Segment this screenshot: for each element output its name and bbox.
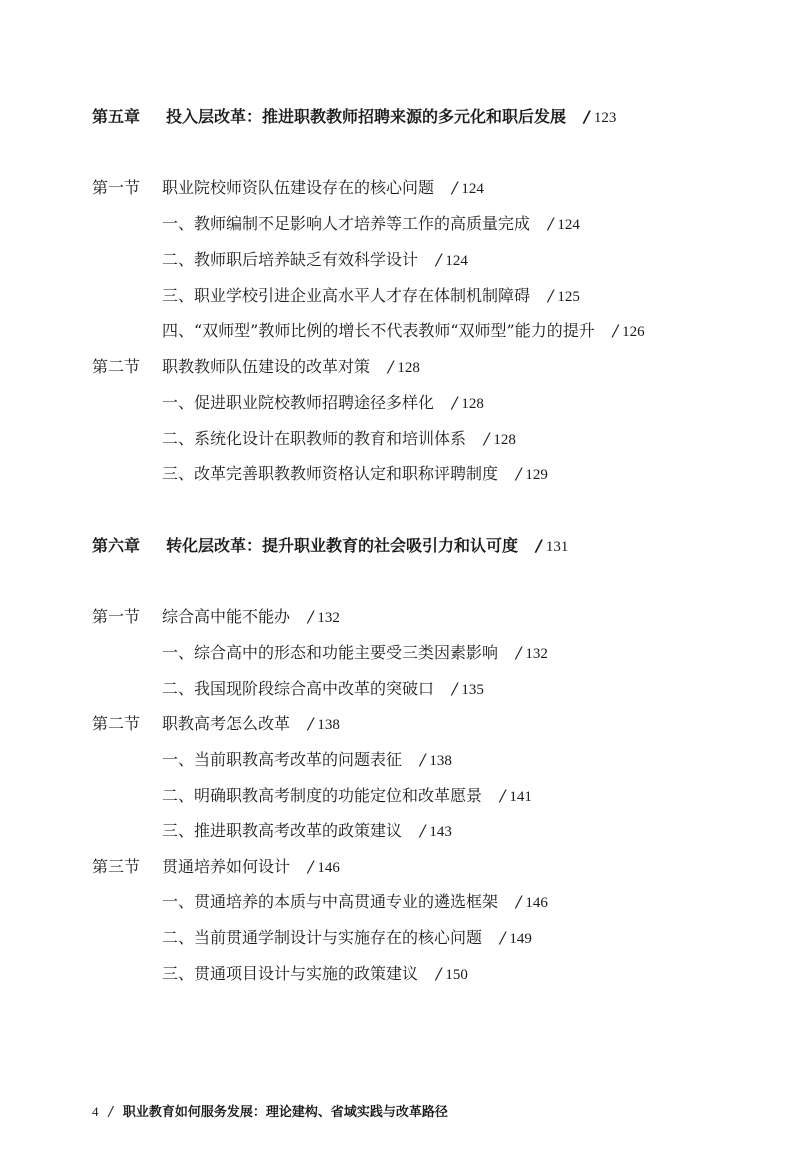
toc-separator: / [308, 714, 314, 733]
item-title: 三、贯通项目设计与实施的政策建议 [162, 964, 419, 983]
item-title: 三、推进职教高考改革的政策建议 [162, 821, 403, 840]
toc-item[interactable] [162, 750, 452, 771]
toc-separator: / [388, 357, 394, 376]
toc-separator: / [420, 750, 426, 769]
page-number: 143 [429, 824, 452, 840]
footer-separator: / [108, 1105, 113, 1120]
toc-section[interactable] [92, 178, 484, 199]
toc-separator: / [436, 964, 442, 983]
section-title: 职业院校师资队伍建设存在的核心问题 [162, 178, 435, 197]
toc-separator: / [584, 107, 590, 126]
toc-section[interactable] [92, 714, 340, 735]
toc-separator: / [516, 464, 522, 483]
page-number: 149 [509, 931, 532, 947]
toc-separator: / [484, 429, 490, 448]
section-label: 第一节 [92, 607, 141, 626]
item-title: 三、改革完善职教教师资格认定和职称评聘制度 [162, 464, 499, 483]
page-number: 125 [557, 289, 580, 305]
item-title: 一、贯通培养的本质与中高贯通专业的遴选框架 [162, 892, 499, 911]
toc-separator: / [516, 643, 522, 662]
chapter-label: 第五章 [92, 107, 141, 126]
item-title: 一、综合高中的形态和功能主要受三类因素影响 [162, 643, 499, 662]
toc-section[interactable] [92, 857, 340, 878]
toc-item[interactable] [162, 250, 468, 271]
toc-separator: / [500, 786, 506, 805]
item-title: 二、教师职后培养缺乏有效科学设计 [162, 250, 419, 269]
toc-section[interactable] [92, 607, 340, 628]
page-number: 138 [429, 753, 452, 769]
page-number: 141 [509, 789, 532, 805]
toc-separator: / [436, 250, 442, 269]
page-number: 146 [317, 860, 340, 876]
page-number: 131 [545, 539, 569, 555]
toc-item[interactable] [162, 679, 484, 700]
item-title: 二、当前贯通学制设计与实施存在的核心问题 [162, 928, 483, 947]
toc-separator: / [516, 892, 522, 911]
page-number: 128 [493, 432, 516, 448]
chapter-title: 投入层改革：推进职教教师招聘来源的多元化和职后发展 [166, 107, 567, 126]
page-number: 135 [461, 682, 484, 698]
page-number: 132 [525, 646, 548, 662]
toc-separator: / [452, 393, 458, 412]
page-number: 132 [317, 610, 340, 626]
page-number: 124 [445, 253, 468, 269]
page-number: 124 [557, 217, 580, 233]
section-label: 第二节 [92, 714, 141, 733]
toc-separator: / [452, 178, 458, 197]
toc-item[interactable] [162, 464, 548, 485]
section-label: 第三节 [92, 857, 141, 876]
toc-item[interactable] [162, 286, 580, 307]
item-title: 四、“双师型”教师比例的增长不代表教师“双师型”能力的提升 [162, 321, 595, 340]
toc-item[interactable] [162, 643, 548, 664]
item-title: 一、促进职业院校教师招聘途径多样化 [162, 393, 435, 412]
item-title: 二、我国现阶段综合高中改革的突破口 [162, 679, 435, 698]
toc-item[interactable] [162, 964, 468, 985]
page-number: 128 [461, 396, 484, 412]
section-label: 第一节 [92, 178, 141, 197]
page-number: 124 [461, 181, 484, 197]
toc-chapter[interactable] [92, 536, 568, 557]
section-title: 职教高考怎么改革 [162, 714, 291, 733]
toc-item[interactable] [162, 393, 484, 414]
toc-separator: / [548, 214, 554, 233]
section-title: 综合高中能不能办 [162, 607, 291, 626]
item-title: 三、职业学校引进企业高水平人才存在体制机制障碍 [162, 286, 531, 305]
toc-item[interactable] [162, 928, 532, 949]
toc-item[interactable] [162, 214, 580, 235]
toc-item[interactable] [162, 821, 452, 842]
section-title: 贯通培养如何设计 [162, 857, 291, 876]
toc-separator: / [536, 536, 542, 555]
page-number: 126 [622, 324, 645, 340]
page-number: 146 [525, 895, 548, 911]
toc-separator: / [420, 821, 426, 840]
page-number: 123 [593, 110, 617, 126]
item-title: 二、明确职教高考制度的功能定位和改革愿景 [162, 786, 483, 805]
page-number: 138 [317, 717, 340, 733]
toc-separator: / [452, 679, 458, 698]
item-title: 二、系统化设计在职教师的教育和培训体系 [162, 429, 467, 448]
page-number: 150 [445, 967, 468, 983]
toc-item[interactable] [162, 321, 645, 342]
toc-separator: / [308, 607, 314, 626]
footer-book-title: 职业教育如何服务发展：理论建构、省域实践与改革路径 [122, 1105, 448, 1120]
page-number: 129 [525, 467, 548, 483]
toc-separator: / [500, 928, 506, 947]
chapter-label: 第六章 [92, 536, 141, 555]
toc-item[interactable] [162, 429, 516, 450]
toc-item[interactable] [162, 786, 532, 807]
page-footer [92, 1101, 448, 1120]
toc-separator: / [548, 286, 554, 305]
section-title: 职教教师队伍建设的改革对策 [162, 357, 371, 376]
chapter-title: 转化层改革：提升职业教育的社会吸引力和认可度 [166, 536, 519, 555]
footer-page-number: 4 [92, 1104, 99, 1119]
toc-separator: / [308, 857, 314, 876]
toc-separator: / [612, 321, 619, 340]
toc-chapter[interactable] [92, 107, 616, 128]
item-title: 一、当前职教高考改革的问题表征 [162, 750, 403, 769]
toc-section[interactable] [92, 357, 420, 378]
toc-item[interactable] [162, 892, 548, 913]
section-label: 第二节 [92, 357, 141, 376]
page-number: 128 [397, 360, 420, 376]
item-title: 一、教师编制不足影响人才培养等工作的高质量完成 [162, 214, 531, 233]
